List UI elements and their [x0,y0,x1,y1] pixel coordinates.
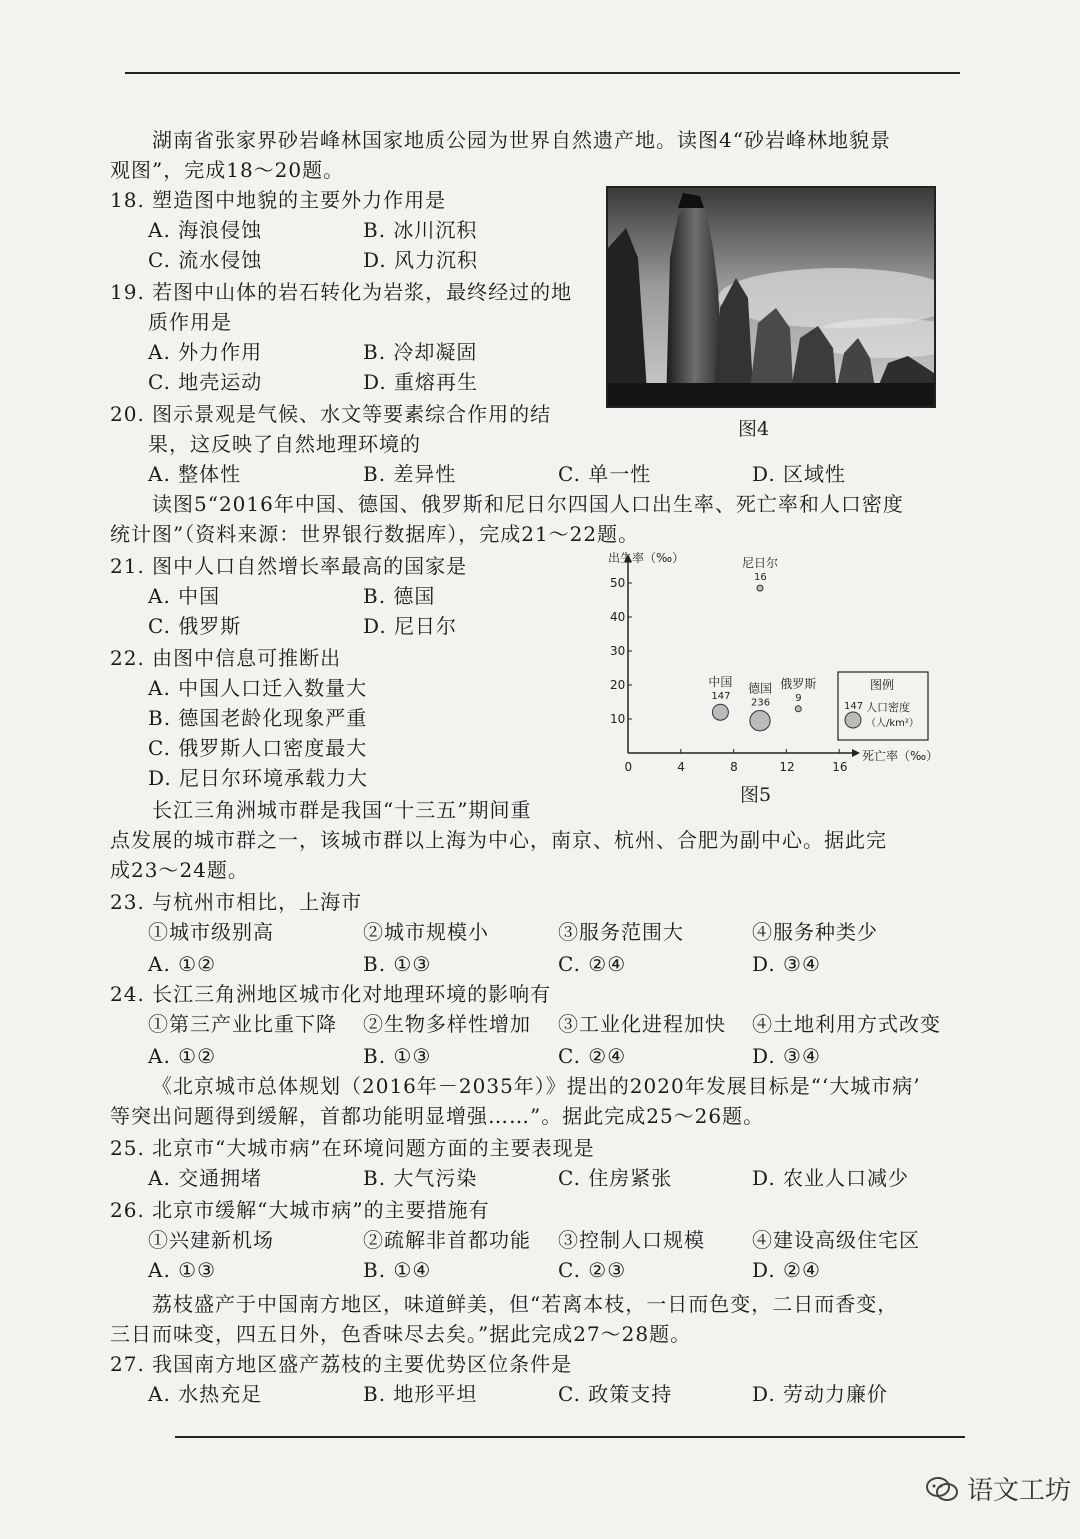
intro-paragraph-4-line-2: 等突出问题得到缓解，首都功能明显增强……”。据此完成25～26题。 [110,1104,765,1128]
figure-4-caption: 图4 [738,418,770,440]
q25-stem: 25. 北京市“大城市病”在环境问题方面的主要表现是 [110,1136,595,1160]
q26-statement-2: ②疏解非首都功能 [363,1228,531,1252]
x-tick-label: 16 [832,760,848,773]
q26-option-c[interactable]: C. ②③ [558,1258,627,1282]
legend-label-2: （人/km²） [866,718,919,729]
figure-5-caption: 图5 [740,784,772,806]
q19-option-d[interactable]: D. 重熔再生 [363,370,479,394]
q23-statement-2: ②城市规模小 [363,920,489,944]
q24-option-d[interactable]: D. ③④ [752,1044,821,1068]
y-axis-label: 出生率（‰） [608,551,685,565]
q21-stem: 21. 图中人口自然增长率最高的国家是 [110,554,468,578]
intro-paragraph-3-line-1: 长江三角洲城市群是我国“十三五”期间重 [152,798,532,822]
q18-option-b[interactable]: B. 冰川沉积 [363,218,478,242]
q23-statement-4: ④服务种类少 [752,920,878,944]
figure-5-scatter-chart [600,548,945,773]
intro-paragraph-5-line-1: 荔枝盛产于中国南方地区，味道鲜美，但“若离本枝，一日而色变，二日而香变， [152,1292,899,1316]
q23-option-c[interactable]: C. ②④ [558,952,627,976]
q20-stem-line-1: 20. 图示景观是气候、水文等要素综合作用的结 [110,402,552,426]
x-axis-label: 死亡率（‰） [862,749,939,763]
q27-option-c[interactable]: C. 政策支持 [558,1382,673,1406]
intro-paragraph-2-line-1: 读图5“2016年中国、德国、俄罗斯和尼日尔四国人口出生率、死亡率和人口密度 [152,492,904,516]
y-tick-label: 20 [610,678,626,692]
x-tick-label: 4 [677,760,685,773]
q20-option-c[interactable]: C. 单一性 [558,462,652,486]
y-tick-label: 50 [610,576,626,590]
q27-option-b[interactable]: B. 地形平坦 [363,1382,478,1406]
intro-paragraph-4-line-1: 《北京城市总体规划（2016年－2035年）》提出的2020年发展目标是“‘大城市病’ [152,1074,921,1098]
chart-legend [838,672,928,740]
q25-option-a[interactable]: A. 交通拥堵 [148,1166,263,1190]
x-tick-label: 8 [730,760,738,773]
q24-statement-4: ④土地利用方式改变 [752,1012,941,1036]
y-tick-label: 10 [610,712,626,726]
q25-option-b[interactable]: B. 大气污染 [363,1166,478,1190]
point-label: 德国 [748,681,773,696]
q26-option-a[interactable]: A. ①③ [148,1258,217,1282]
q19-option-a[interactable]: A. 外力作用 [148,340,263,364]
y-tick-label: 30 [610,644,626,658]
q23-statement-1: ①城市级别高 [148,920,274,944]
q27-stem: 27. 我国南方地区盛产荔枝的主要优势区位条件是 [110,1352,573,1376]
q24-option-c[interactable]: C. ②④ [558,1044,627,1068]
top-rule [125,72,960,74]
q22-option-d[interactable]: D. 尼日尔环境承载力大 [148,766,369,790]
q21-option-d[interactable]: D. 尼日尔 [363,614,458,638]
legend-sample-value: 147 [844,701,864,712]
legend-sample-marker [845,712,861,728]
q25-option-d[interactable]: D. 农业人口减少 [752,1166,910,1190]
q18-option-a[interactable]: A. 海浪侵蚀 [148,218,263,242]
point-density-label: 16 [754,572,767,584]
point-尼日尔 [757,585,763,591]
wechat-icon [925,1476,959,1502]
x-tick-label: 12 [779,760,795,773]
q19-stem-line-2: 质作用是 [148,310,232,334]
q24-stem: 24. 长江三角洲地区城市化对地理环境的影响有 [110,982,552,1006]
q24-option-b[interactable]: B. ①③ [363,1044,432,1068]
q24-option-a[interactable]: A. ①② [148,1044,217,1068]
intro-paragraph-1-line-1: 湖南省张家界砂岩峰林国家地质公园为世界自然遗产地。读图4“砂岩峰林地貌景 [152,128,891,152]
point-label: 尼日尔 [742,556,779,571]
q21-option-b[interactable]: B. 德国 [363,584,436,608]
q20-option-a[interactable]: A. 整体性 [148,462,242,486]
point-label: 俄罗斯 [780,676,817,691]
q18-option-c[interactable]: C. 流水侵蚀 [148,248,263,272]
point-中国 [712,704,728,720]
q21-option-c[interactable]: C. 俄罗斯 [148,614,242,638]
x-axis-arrow [852,749,860,757]
q18-option-d[interactable]: D. 风力沉积 [363,248,479,272]
q19-option-b[interactable]: B. 冷却凝固 [363,340,478,364]
intro-paragraph-1-line-2: 观图”，完成18～20题。 [110,158,345,182]
intro-paragraph-3-line-2: 点发展的城市群之一，该城市群以上海为中心，南京、杭州、合肥为副中心。据此完 [110,828,887,852]
intro-paragraph-2-line-2: 统计图”（资料来源：世界银行数据库），完成21～22题。 [110,522,640,546]
q21-option-a[interactable]: A. 中国 [148,584,221,608]
q22-option-a[interactable]: A. 中国人口迁入数量大 [148,676,368,700]
q22-option-b[interactable]: B. 德国老龄化现象严重 [148,706,368,730]
point-density-label: 236 [751,697,771,709]
intro-paragraph-5-line-2: 三日而味变，四五日外，色香味尽去矣。”据此完成27～28题。 [110,1322,692,1346]
point-俄罗斯 [795,706,801,712]
q20-option-b[interactable]: B. 差异性 [363,462,457,486]
bottom-rule [175,1436,965,1438]
q22-stem: 22. 由图中信息可推断出 [110,646,342,670]
point-label: 中国 [708,675,733,690]
y-tick-label: 40 [610,610,626,624]
q26-statement-3: ③控制人口规模 [558,1228,705,1252]
q26-statement-1: ①兴建新机场 [148,1228,274,1252]
q26-stem: 26. 北京市缓解“大城市病”的主要措施有 [110,1198,490,1222]
q23-stem: 23. 与杭州市相比，上海市 [110,890,363,914]
q19-stem-line-1: 19. 若图中山体的岩石转化为岩浆，最终经过的地 [110,280,573,304]
q26-option-b[interactable]: B. ①④ [363,1258,432,1282]
q18-stem: 18. 塑造图中地貌的主要外力作用是 [110,188,447,212]
q23-statement-3: ③服务范围大 [558,920,684,944]
point-density-label: 9 [795,692,802,704]
figure-4-landform-photo [606,186,936,408]
intro-paragraph-3-line-3: 成23～24题。 [110,858,249,882]
legend-title: 图例 [870,678,895,692]
q26-statement-4: ④建设高级住宅区 [752,1228,920,1252]
point-德国 [750,711,770,731]
watermark-text: 语文工坊 [967,1476,1072,1506]
q19-option-c[interactable]: C. 地壳运动 [148,370,263,394]
q25-option-c[interactable]: C. 住房紧张 [558,1166,673,1190]
q26-option-d[interactable]: D. ②④ [752,1258,821,1282]
q27-option-d[interactable]: D. 劳动力廉价 [752,1382,889,1406]
q23-option-b[interactable]: B. ①③ [363,952,432,976]
point-density-label: 147 [711,691,731,703]
q23-option-d[interactable]: D. ③④ [752,952,821,976]
q20-stem-line-2: 果，这反映了自然地理环境的 [148,432,421,456]
q24-statement-1: ①第三产业比重下降 [148,1012,337,1036]
q24-statement-2: ②生物多样性增加 [363,1012,531,1036]
x-tick-label: 0 [624,760,633,773]
legend-label-1: 人口密度 [866,701,910,714]
watermark [925,1470,1071,1507]
q27-option-a[interactable]: A. 水热充足 [148,1382,263,1406]
q24-statement-3: ③工业化进程加快 [558,1012,726,1036]
q23-option-a[interactable]: A. ①② [148,952,217,976]
q20-option-d[interactable]: D. 区域性 [752,462,847,486]
q22-option-c[interactable]: C. 俄罗斯人口密度最大 [148,736,368,760]
